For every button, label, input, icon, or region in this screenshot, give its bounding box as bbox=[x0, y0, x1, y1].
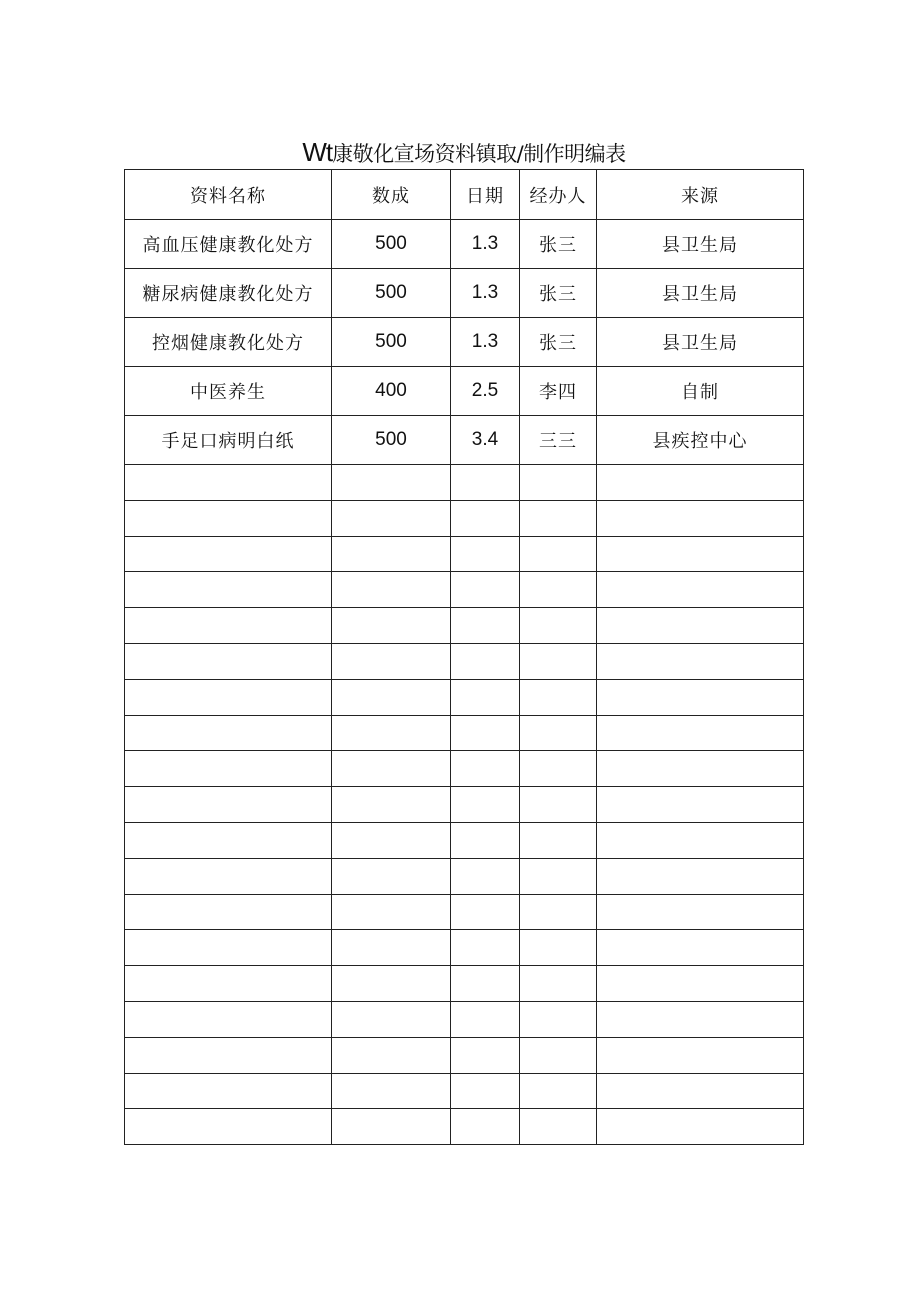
cell-material-name bbox=[125, 751, 332, 787]
cell-source bbox=[597, 1073, 804, 1109]
blank-table-row bbox=[125, 1073, 804, 1109]
cell-date bbox=[451, 500, 520, 536]
cell-date bbox=[451, 572, 520, 608]
cell-source bbox=[597, 608, 804, 644]
cell-material-name bbox=[125, 822, 332, 858]
cell-quantity bbox=[332, 536, 451, 572]
cell-source bbox=[597, 465, 804, 501]
cell-quantity bbox=[332, 643, 451, 679]
cell-material-name bbox=[125, 643, 332, 679]
cell-date bbox=[451, 536, 520, 572]
header-date: 日期 bbox=[451, 170, 520, 220]
cell-source bbox=[597, 1109, 804, 1145]
cell-quantity bbox=[332, 930, 451, 966]
cell-handler: 李四 bbox=[520, 367, 597, 416]
table-row bbox=[125, 416, 804, 465]
cell-date: 2.5 bbox=[451, 367, 520, 416]
cell-quantity bbox=[332, 822, 451, 858]
cell-handler bbox=[520, 1001, 597, 1037]
cell-source bbox=[597, 536, 804, 572]
cell-source bbox=[597, 500, 804, 536]
table-row bbox=[125, 269, 804, 318]
cell-material-name: 高血压健康教化处方 bbox=[125, 220, 332, 269]
blank-table-row bbox=[125, 966, 804, 1002]
cell-quantity bbox=[332, 858, 451, 894]
cell-quantity bbox=[332, 1073, 451, 1109]
cell-handler: 张三 bbox=[520, 269, 597, 318]
cell-material-name bbox=[125, 894, 332, 930]
cell-source bbox=[597, 679, 804, 715]
cell-date bbox=[451, 751, 520, 787]
cell-material-name bbox=[125, 787, 332, 823]
cell-handler bbox=[520, 608, 597, 644]
cell-source: 县卫生局 bbox=[597, 220, 804, 269]
cell-handler bbox=[520, 822, 597, 858]
cell-quantity bbox=[332, 1037, 451, 1073]
cell-date bbox=[451, 894, 520, 930]
blank-table-row bbox=[125, 715, 804, 751]
cell-date bbox=[451, 822, 520, 858]
cell-source bbox=[597, 787, 804, 823]
cell-source: 县卫生局 bbox=[597, 318, 804, 367]
cell-source bbox=[597, 1037, 804, 1073]
cell-source: 自制 bbox=[597, 367, 804, 416]
blank-table-row bbox=[125, 930, 804, 966]
cell-source: 县卫生局 bbox=[597, 269, 804, 318]
cell-material-name bbox=[125, 1037, 332, 1073]
cell-source bbox=[597, 930, 804, 966]
cell-material-name bbox=[125, 930, 332, 966]
cell-handler bbox=[520, 643, 597, 679]
table-row bbox=[125, 367, 804, 416]
cell-date bbox=[451, 858, 520, 894]
header-handler: 经办人 bbox=[520, 170, 597, 220]
blank-table-row bbox=[125, 822, 804, 858]
cell-material-name bbox=[125, 1073, 332, 1109]
cell-handler bbox=[520, 966, 597, 1002]
cell-handler bbox=[520, 536, 597, 572]
cell-date: 1.3 bbox=[451, 269, 520, 318]
cell-handler: 张三 bbox=[520, 220, 597, 269]
cell-date bbox=[451, 1109, 520, 1145]
cell-date bbox=[451, 608, 520, 644]
cell-date bbox=[451, 679, 520, 715]
cell-source bbox=[597, 572, 804, 608]
cell-quantity bbox=[332, 572, 451, 608]
cell-material-name bbox=[125, 679, 332, 715]
blank-table-row bbox=[125, 1109, 804, 1145]
cell-source bbox=[597, 822, 804, 858]
blank-table-row bbox=[125, 643, 804, 679]
cell-material-name bbox=[125, 536, 332, 572]
cell-source bbox=[597, 751, 804, 787]
cell-date bbox=[451, 930, 520, 966]
cell-material-name bbox=[125, 1109, 332, 1145]
cell-date bbox=[451, 643, 520, 679]
cell-date bbox=[451, 1073, 520, 1109]
blank-table-row bbox=[125, 536, 804, 572]
cell-handler: 张三 bbox=[520, 318, 597, 367]
cell-material-name bbox=[125, 1001, 332, 1037]
cell-material-name bbox=[125, 608, 332, 644]
cell-source bbox=[597, 715, 804, 751]
blank-table-row bbox=[125, 1001, 804, 1037]
blank-table-row bbox=[125, 1037, 804, 1073]
cell-quantity bbox=[332, 608, 451, 644]
blank-table-row bbox=[125, 679, 804, 715]
blank-table-row bbox=[125, 572, 804, 608]
cell-material-name: 控烟健康教化处方 bbox=[125, 318, 332, 367]
cell-handler bbox=[520, 1073, 597, 1109]
cell-source bbox=[597, 858, 804, 894]
cell-date bbox=[451, 715, 520, 751]
cell-date bbox=[451, 966, 520, 1002]
cell-handler bbox=[520, 679, 597, 715]
blank-table-row bbox=[125, 787, 804, 823]
cell-handler bbox=[520, 894, 597, 930]
blank-table-row bbox=[125, 858, 804, 894]
cell-handler bbox=[520, 1109, 597, 1145]
cell-quantity bbox=[332, 787, 451, 823]
cell-quantity bbox=[332, 715, 451, 751]
cell-quantity: 500 bbox=[332, 416, 451, 465]
cell-source bbox=[597, 1001, 804, 1037]
cell-material-name bbox=[125, 715, 332, 751]
cell-material-name bbox=[125, 858, 332, 894]
cell-handler bbox=[520, 751, 597, 787]
header-source: 来源 bbox=[597, 170, 804, 220]
cell-quantity: 500 bbox=[332, 269, 451, 318]
cell-date bbox=[451, 787, 520, 823]
header-quantity: 数成 bbox=[332, 170, 451, 220]
cell-handler bbox=[520, 572, 597, 608]
cell-source bbox=[597, 894, 804, 930]
cell-handler bbox=[520, 858, 597, 894]
cell-material-name: 手足口病明白纸 bbox=[125, 416, 332, 465]
cell-handler bbox=[520, 930, 597, 966]
page-title-text: 康敬化宣场资料镇取/制作明编表 bbox=[332, 142, 626, 166]
cell-quantity bbox=[332, 1109, 451, 1145]
blank-table-row bbox=[125, 500, 804, 536]
materials-ledger-table bbox=[124, 169, 804, 1145]
cell-source bbox=[597, 643, 804, 679]
table-row bbox=[125, 318, 804, 367]
cell-handler bbox=[520, 465, 597, 501]
table-row bbox=[125, 220, 804, 269]
cell-handler: 三三 bbox=[520, 416, 597, 465]
cell-date: 1.3 bbox=[451, 220, 520, 269]
cell-date: 1.3 bbox=[451, 318, 520, 367]
blank-table-row bbox=[125, 465, 804, 501]
cell-source bbox=[597, 966, 804, 1002]
cell-date: 3.4 bbox=[451, 416, 520, 465]
header-material-name: 资料名称 bbox=[125, 170, 332, 220]
cell-quantity: 400 bbox=[332, 367, 451, 416]
cell-handler bbox=[520, 715, 597, 751]
cell-quantity bbox=[332, 465, 451, 501]
cell-material-name bbox=[125, 500, 332, 536]
cell-quantity bbox=[332, 1001, 451, 1037]
page-title bbox=[124, 136, 804, 168]
blank-table-row bbox=[125, 894, 804, 930]
cell-quantity bbox=[332, 500, 451, 536]
blank-table-row bbox=[125, 751, 804, 787]
cell-handler bbox=[520, 500, 597, 536]
cell-source: 县疾控中心 bbox=[597, 416, 804, 465]
cell-quantity bbox=[332, 966, 451, 1002]
cell-date bbox=[451, 465, 520, 501]
cell-material-name bbox=[125, 465, 332, 501]
cell-material-name: 中医养生 bbox=[125, 367, 332, 416]
cell-quantity bbox=[332, 751, 451, 787]
cell-quantity: 500 bbox=[332, 318, 451, 367]
cell-material-name bbox=[125, 966, 332, 1002]
table-header-row bbox=[125, 170, 804, 220]
page-title-prefix: Wt bbox=[302, 137, 333, 167]
blank-table-row bbox=[125, 608, 804, 644]
cell-date bbox=[451, 1037, 520, 1073]
cell-date bbox=[451, 1001, 520, 1037]
cell-quantity bbox=[332, 679, 451, 715]
cell-handler bbox=[520, 1037, 597, 1073]
cell-quantity bbox=[332, 894, 451, 930]
cell-handler bbox=[520, 787, 597, 823]
cell-quantity: 500 bbox=[332, 220, 451, 269]
cell-material-name: 糖尿病健康教化处方 bbox=[125, 269, 332, 318]
cell-material-name bbox=[125, 572, 332, 608]
